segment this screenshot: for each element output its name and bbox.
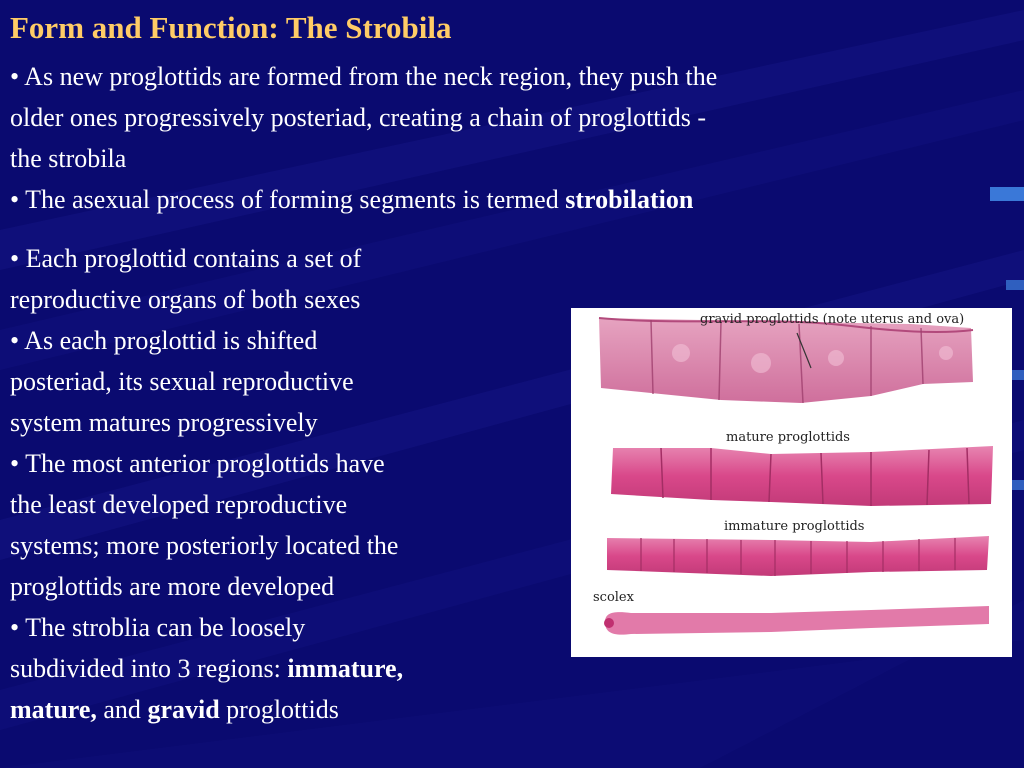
mature-proglottids-strip bbox=[611, 446, 993, 506]
bullet-three-regions: • The stroblia can be loosely subdivided into 3 regions: immature, mature, and gravid proglottids bbox=[10, 613, 404, 724]
bullet-strobilation: • The asexual process of forming segments is termed strobilation bbox=[10, 185, 694, 214]
label-mature-proglottids: mature proglottids bbox=[726, 430, 850, 445]
gravid-proglottids-strip bbox=[599, 318, 973, 403]
left-bullets bbox=[10, 238, 570, 730]
label-scolex: scolex bbox=[593, 590, 634, 605]
tapeworm-specimen-photo bbox=[571, 308, 1012, 657]
label-gravid-proglottids: gravid proglottids (note uterus and ova) bbox=[700, 312, 965, 327]
label-immature-proglottids: immature proglottids bbox=[724, 519, 865, 534]
bullet-maturation: • As each proglottid is shifted posteriad, its sexual reproductive system matures progressively bbox=[10, 326, 354, 437]
scolex-head bbox=[604, 618, 614, 628]
top-bullets bbox=[10, 56, 1010, 220]
bullet-reproductive-organs: • Each proglottid contains a set of reproductive organs of both sexes bbox=[10, 244, 362, 314]
scolex-neck-strip bbox=[604, 606, 989, 635]
tapeworm-strobila-figure bbox=[571, 308, 1012, 657]
immature-proglottids-strip bbox=[607, 536, 989, 576]
slide-title: Form and Function: The Strobila bbox=[10, 10, 452, 45]
bullet-strobila-formation: • As new proglottids are formed from the neck region, they push the older ones progressively posteriad, creating a chain of proglottids - the strobila bbox=[10, 62, 718, 173]
bullet-anterior-posterior: • The most anterior proglottids have the least developed reproductive systems; more posteriorly located the proglottids are more developed bbox=[10, 449, 399, 601]
